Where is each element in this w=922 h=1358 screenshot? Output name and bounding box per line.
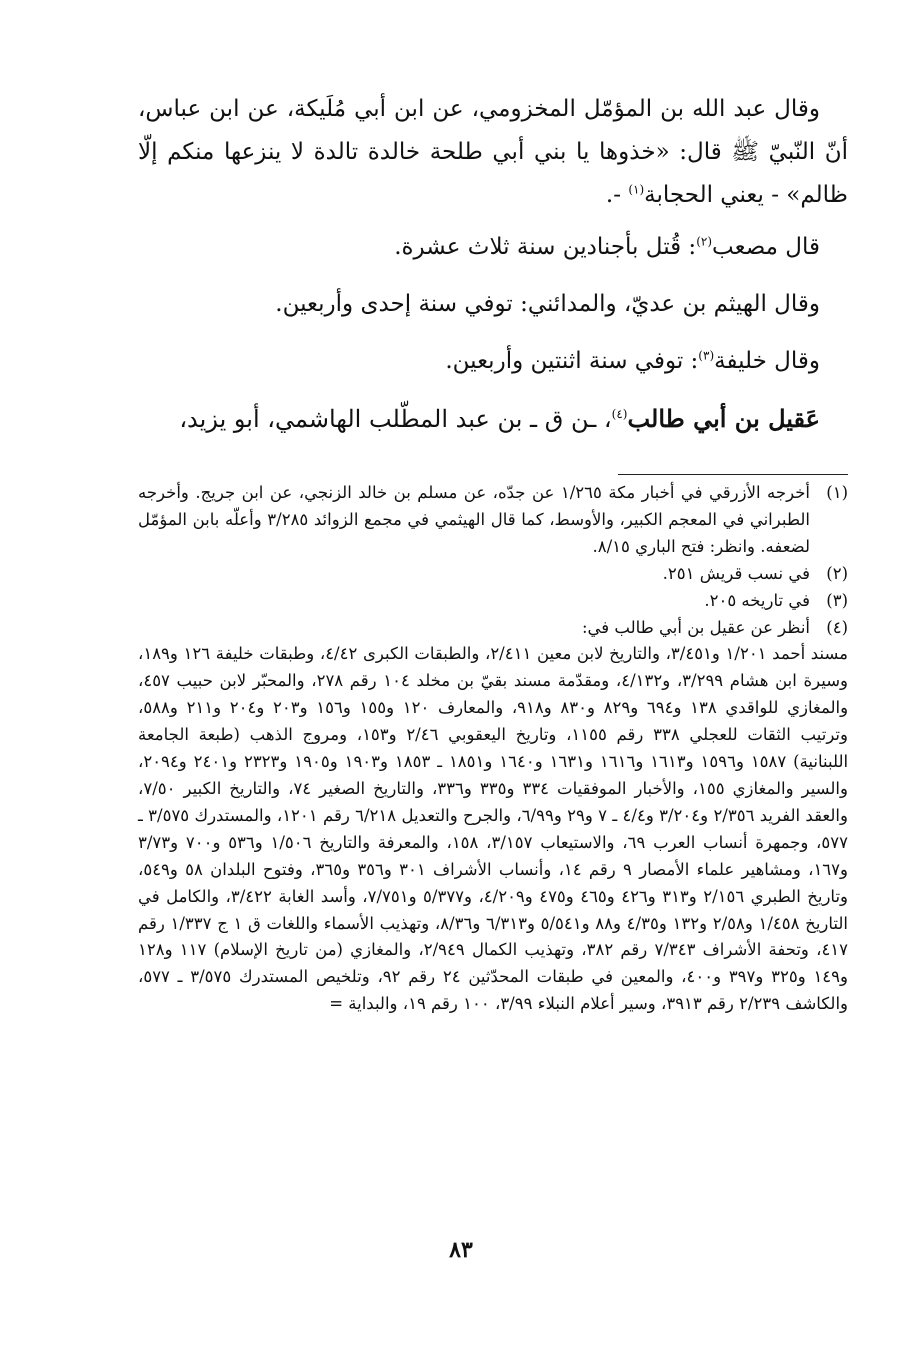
footnote-ref[interactable]: (٣): [698, 348, 715, 363]
footnotes: [138, 480, 848, 1018]
footnote-1: [138, 480, 848, 561]
page-number: ٨٣: [449, 1237, 473, 1263]
footnote-text: أنظر عن عقيل بن أبي طالب في:: [581, 617, 810, 637]
paragraph-tail: -.: [605, 182, 629, 208]
footnote-ref[interactable]: (٢): [696, 234, 713, 249]
footnote-text: في نسب قريش ٢٥١.: [662, 563, 810, 583]
paragraph-text-before: قال مصعب: [712, 234, 820, 260]
paragraph-ibn-abbas-hadith: [138, 88, 848, 217]
footnote-4-sources: مسند أحمد ١/٢٠١ و٣/٤٥١، والتاريخ لابن معين ٢/٤١١، والطبقات الكبرى ٤/٤٢، وطبقات خليفة ١٢٦ و١٨٩، وسيرة ابن هشام ٣/٢٩٩، و٤/١٣٢، ومقدّمة مسند بقيّ بن مخلد ١٠٤ رقم ٢٧٨، والمحبّر لابن حبيب ٤٥٧، والمغازي للواقدي ١٣٨ و٦٩٤ و٨٢٩ و٨٣٠ و٩١٨، والمعارف ١٢٠ و١٥٥ و١٥٦ و٢٠٣ و٢٠٤ و٢١١ و٥٨٨، وترتيب الثقات للعجلي ٣٣٨ رقم ١١٥٥، وتاريخ اليعقوبي ٢/٤٦ و١٥٣، ومروج الذهب (طبعة الجامعة اللبنانية) ١٥٨٧ و١٥٩٦ و١٦١٣ و١٦١٦ و١٦٣١ و١٦٤٠ و١٨٥١ ـ ١٨٥٣ و١٩٠٣ و١٩٠٥ و٢٣٢٣ و٢٤٠١ و٢٠٩٤، والسير والمغازي ١٥٥، والأخبار الموفقيات ٣٣٤ و٣٣٥ و٣٣٦، والتاريخ الصغير ٧٤، والتاريخ الكبير ٧/٥٠، والعقد الفريد ٢/٣٥٦ و٣/٢٠٤ و٤/٤ ـ ٧ و٢٩ و٦/٩٩، والجرح والتعديل ٦/٢١٨ رقم ١٢٠١، والمستدرك ٣/٥٧٥ ـ ٥٧٧، وجمهرة أنساب العرب ٦٩، والاستيعاب ٣/١٥٧، ١٥٨، والمعرفة والتاريخ ١/٥٠٦ و٥٣٦ و٧٠٠ و٣/٧٣ و١٦٧، ومشاهير علماء الأمصار ٩ رقم ١٤، وأنساب الأشراف ٣٠١ و٣٥٦ و٣٦٥، وفتوح البلدان ٥٨ و٥٤٩، وتاريخ الطبري ٢/١٥٦ و٣١٣ و٤٢٦ و٤٦٥ و٤٧٥ و٤/٢٠٩، و٥/٣٧٧ و٧/٧٥١، وأسد الغابة ٣/٤٢٢، والكامل في التاريخ ١/٤٥٨ و٢/٥٨ و١٣٢ و٤/٣٥ و٨٨ و٥/٥٤١ و٦/٣١٣ و٨/٣٦، وتهذيب الأسماء واللغات ق ١ ج ١/٣٣٧ رقم ٤١٧، وتحفة الأشراف ٧/٣٤٣ رقم ٣٨٢، وتهذيب الكمال ٢/٩٤٩، والمغازي (من تاريخ الإسلام) ١١٧ و١٢٨ و١٤٩ و٣٢٥ و٣٩٧ و٤٠٠، والمعين في طبقات المحدّثين ٢٤ رقم ٩٢، وتلخيص المستدرك ٣/٥٧٥ ـ ٥٧٧، والكاشف ٢/٢٣٩ رقم ٣٩١٣، وسير أعلام النبلاء ٣/٩٩، ١٠٠ رقم ١٩، والبداية =: [138, 644, 849, 1014]
footnote-2: [138, 561, 848, 588]
paragraph-text-after: : قُتل بأجنادين سنة ثلاث عشرة.: [394, 234, 697, 260]
footnote-ref[interactable]: (١): [628, 182, 645, 197]
main-text: [138, 88, 848, 441]
paragraph-text-after: : توفي سنة اثنتين وأربعين.: [445, 348, 699, 374]
footnote-number: (٢): [826, 563, 848, 583]
paragraph-text: وقال عبد الله بن المؤمّل المخزومي، عن ابن أبي مُلَيكة، عن ابن عباس، أنّ النّبيّ ﷺ قال: «خذوها يا بني أبي طلحة خالدة تالدة لا ينزعها منكم إلّا ظالم» - يعني الحجابة: [138, 96, 848, 208]
footnote-number: (١): [826, 483, 848, 502]
footnote-separator: [618, 474, 848, 475]
entry-rest: ، ـن ق ـ بن عبد المطّلب الهاشمي، أبو يزيد،: [179, 405, 612, 433]
paragraph-khalifa: [138, 340, 848, 383]
paragraph-text-before: وقال خليفة: [714, 348, 820, 374]
footnote-text: في تاريخه ٢٠٥.: [704, 590, 810, 610]
footnote-4: [138, 615, 848, 642]
entry-heading-aqil: [138, 397, 848, 441]
footnote-ref[interactable]: (٤): [611, 407, 628, 421]
entry-name: عَقيل بن أبي طالب: [627, 404, 820, 433]
paragraph-text: وقال الهيثم بن عديّ، والمدائني: توفي سنة إحدى وأربعين.: [275, 291, 820, 317]
footnote-3: [138, 588, 848, 615]
footnote-text: أخرجه الأزرقي في أخبار مكة ١/٢٦٥ عن جدّه، عن مسلم بن خالد الزنجي، عن ابن جريج. وأخرجه الطبراني في المعجم الكبير، والأوسط، كما قال الهيثمي في مجمع الزوائد ٣/٢٨٥ وأعلّه بابن المؤمّل لضعفه. وانظر: فتح الباري ٨/١٥.: [138, 483, 810, 556]
paragraph-haytham: [138, 283, 848, 326]
footnote-number: (٣): [826, 590, 848, 610]
footnote-number: (٤): [826, 617, 848, 637]
paragraph-musab: [138, 226, 848, 269]
